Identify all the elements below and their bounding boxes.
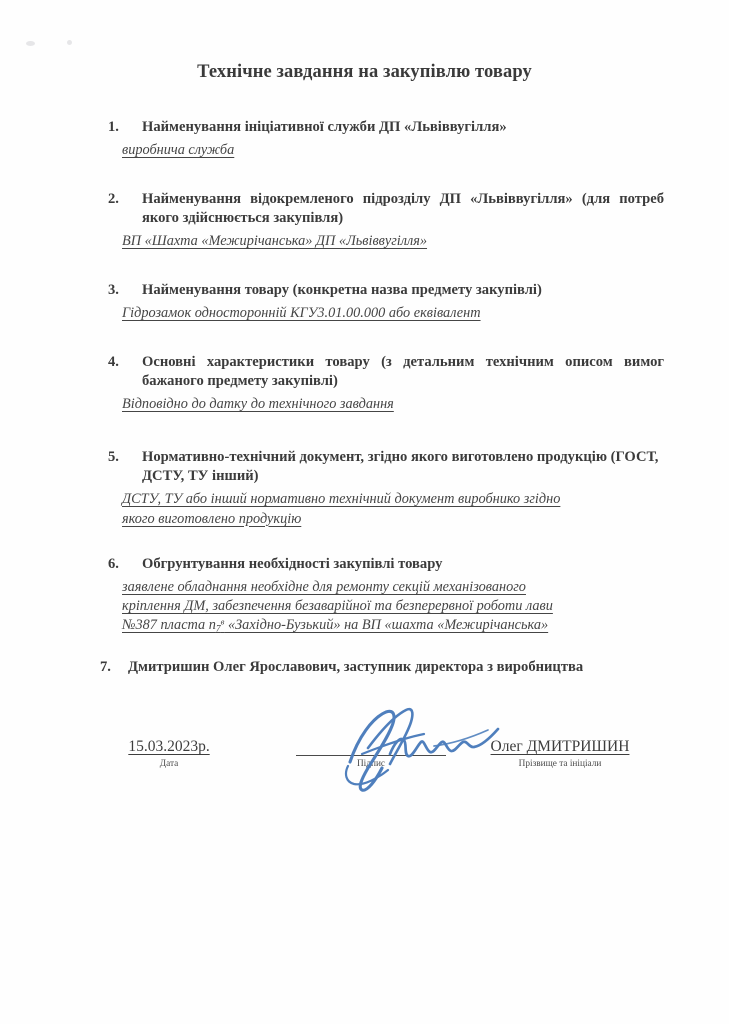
item-answer-line: якого виготовлено продукцію bbox=[122, 510, 302, 527]
list-item bbox=[100, 118, 664, 160]
scan-artifact-speck bbox=[26, 41, 35, 46]
item-question bbox=[100, 118, 664, 137]
item-answer-line: ДСТУ, ТУ або інший нормативно технічний документ виробнико згідно bbox=[122, 491, 561, 508]
signature-rule bbox=[296, 738, 446, 756]
item-question-text: Основні характеристики товару (з детальним технічним описом вимог бажаного предмету закупівлі) bbox=[142, 354, 664, 390]
list-item bbox=[100, 281, 664, 323]
spacer bbox=[100, 636, 664, 658]
signatory-name-caption: Прізвище та ініціали bbox=[518, 759, 602, 769]
signature-block bbox=[100, 738, 664, 798]
list-item bbox=[100, 448, 664, 528]
item-answer bbox=[100, 490, 664, 528]
item-answer-line-head: №387 пласта п bbox=[122, 616, 216, 633]
item-answer-line: Відповідно до датку до технічного завдання bbox=[122, 396, 394, 413]
item-answer-line-tail: «Західно-Бузький» на ВП «шахта «Межирічанська» bbox=[224, 616, 549, 633]
signatory-name: Олег ДМИТРИШИН bbox=[490, 738, 630, 755]
seam-subscript: 7 bbox=[215, 624, 221, 635]
signature-date-column bbox=[108, 738, 230, 769]
item-question bbox=[100, 281, 664, 300]
document-body bbox=[100, 118, 664, 677]
spacer bbox=[100, 323, 664, 353]
item-question bbox=[100, 190, 664, 228]
signature-mark-column bbox=[296, 738, 446, 769]
item-question-text: Найменування товару (конкретна назва предмету закупівлі) bbox=[142, 282, 542, 299]
list-item bbox=[100, 353, 664, 414]
item-question-text: Найменування ініціативної служби ДП «Львіввугілля» bbox=[142, 119, 507, 135]
item-question bbox=[100, 448, 664, 486]
item-answer bbox=[100, 232, 664, 251]
item-number: 6. bbox=[108, 555, 119, 572]
list-item bbox=[100, 190, 664, 251]
scan-artifact-speck bbox=[67, 40, 72, 45]
item-question bbox=[100, 353, 664, 391]
item-number: 1. bbox=[108, 119, 119, 135]
item-answer-line: ВП «Шахта «Межирічанська» ДП «Львіввугілля» bbox=[122, 233, 428, 250]
item-answer bbox=[100, 395, 664, 414]
signature-caption: Підпис bbox=[356, 759, 386, 769]
list-item bbox=[100, 555, 664, 637]
item-question-text: Найменування відокремленого підрозділу ДП «Львіввугілля» (для потреб якого здійснюється закупівля) bbox=[142, 191, 664, 227]
item-number: 2. bbox=[108, 191, 119, 208]
item-question-text: Дмитришин Олег Ярославович, заступник директора з виробництва bbox=[128, 659, 584, 676]
item-question bbox=[100, 658, 664, 677]
item-number: 3. bbox=[108, 282, 119, 299]
item-answer bbox=[100, 304, 664, 323]
item-answer bbox=[100, 578, 664, 637]
item-answer-line: виробнича служба bbox=[122, 141, 235, 158]
item-number: 4. bbox=[108, 354, 119, 371]
item-answer-line: заявлене обладнання необхідне для ремонту секцій механізованого bbox=[122, 578, 526, 595]
item-answer bbox=[100, 141, 664, 160]
item-question-text: Обгрунтування необхідності закупівлі товару bbox=[142, 555, 443, 572]
list-item bbox=[100, 658, 664, 677]
spacer bbox=[100, 529, 664, 555]
item-question-text: Нормативно-технічний документ, згідно якого виготовлено продукцію (ГОСТ, ДСТУ, ТУ інший) bbox=[142, 449, 659, 485]
item-answer-line: кріплення ДМ, забезпечення безаварійної та безперервної роботи лави bbox=[122, 597, 553, 614]
signature-date-value: 15.03.2023р. bbox=[128, 738, 210, 755]
page-title: Технічне завдання на закупівлю товару bbox=[197, 62, 532, 82]
spacer bbox=[100, 251, 664, 281]
item-number: 5. bbox=[108, 449, 119, 466]
item-answer-line: Гідрозамок односторонній КГУ3.01.00.000 або еквівалент bbox=[122, 305, 481, 322]
item-question bbox=[100, 555, 664, 574]
item-number: 7. bbox=[100, 659, 111, 676]
seam-superscript: в bbox=[220, 616, 225, 627]
spacer bbox=[100, 160, 664, 190]
signature-name-column bbox=[456, 738, 664, 769]
signature-date-caption: Дата bbox=[159, 759, 179, 769]
spacer bbox=[100, 414, 664, 448]
item-answer-line bbox=[122, 617, 548, 633]
